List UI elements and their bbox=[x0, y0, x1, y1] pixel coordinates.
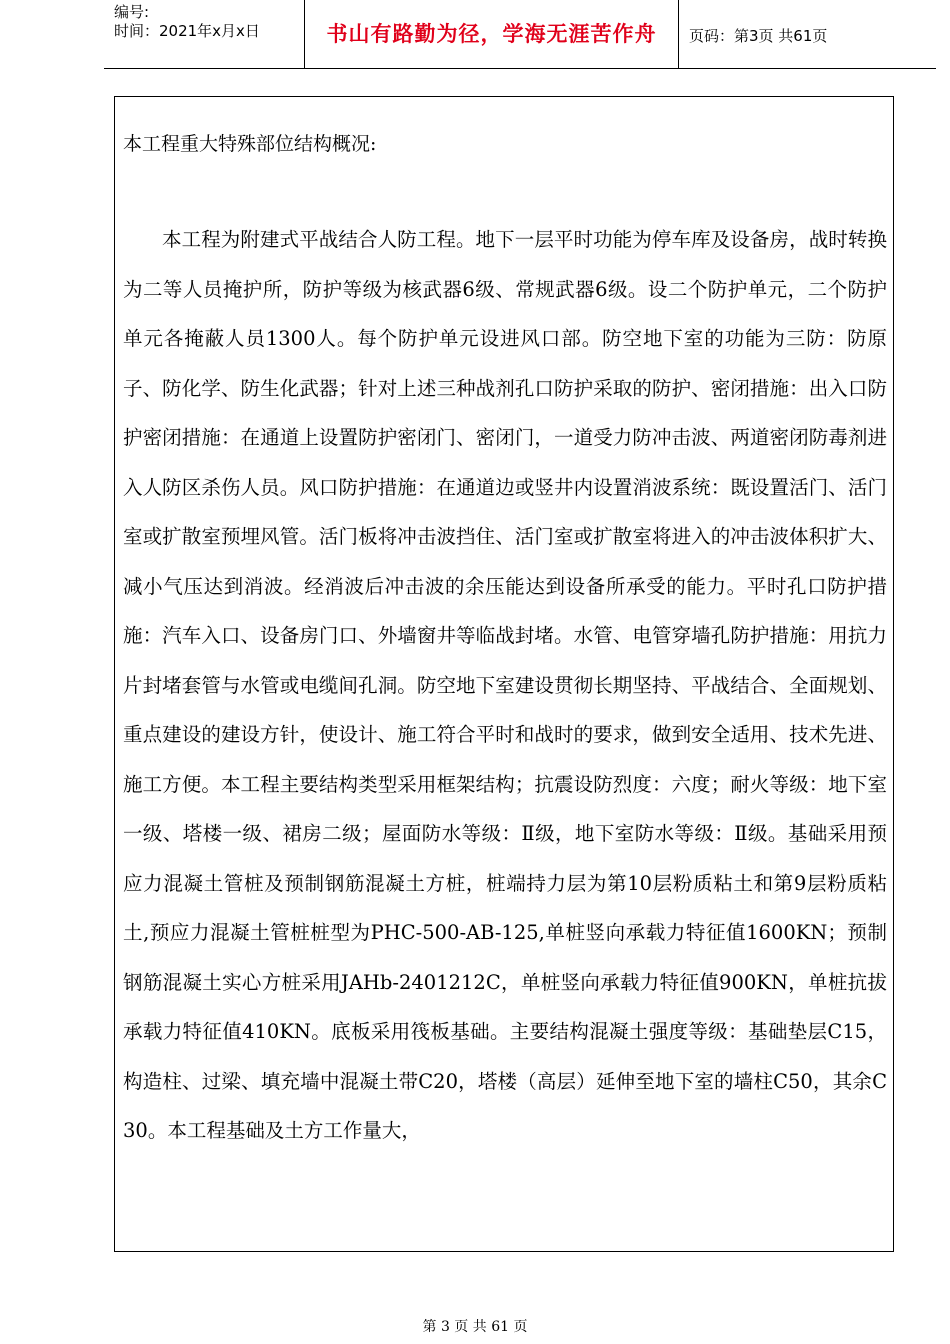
document-number-label: 编号: bbox=[114, 3, 150, 21]
header-page-info: 页码：第3页 共61页 bbox=[689, 27, 828, 45]
document-time-label: 时间：2021年x月x日 bbox=[114, 22, 260, 40]
header-motto-cell bbox=[305, 0, 679, 68]
header-motto: 书山有路勤为径，学海无涯苦作舟 bbox=[326, 22, 657, 46]
page-footer bbox=[0, 1316, 950, 1336]
content-box bbox=[114, 96, 894, 1252]
page-header bbox=[104, 0, 936, 69]
header-meta-cell bbox=[104, 0, 305, 68]
footer-page-number: 第 3 页 共 61 页 bbox=[422, 1319, 528, 1335]
body-paragraph: 本工程为附建式平战结合人防工程。地下一层平时功能为停车库及设备房，战时转换为二等人员掩护所，防护等级为核武器6级、常规武器6级。设二个防护单元，二个防护单元各掩蔽人员1300人。每个防护单元设进风口部。防空地下室的功能为三防：防原子、防化学、防生化武器；针对上述三种战剂孔口防护采取的防护、密闭措施：出入口防护密闭措施：在通道上设置防护密闭门、密闭门，一道受力防冲击波、两道密闭防毒剂进入人防区杀伤人员。风口防护措施：在通道边或竖井内设置消波系统：既设置活门、活门室或扩散室预埋风管。活门板将冲击波挡住、活门室或扩散室将进入的冲击波体积扩大、减小气压达到消波。经消波后冲击波的余压能达到设备所承受的能力。平时孔口防护措施：汽车入口、设备房门口、外墙窗井等临战封堵。水管、电管穿墙孔防护措施：用抗力片封堵套管与水管或电缆间孔洞。防空地下室建设贯彻长期坚持、平战结合、全面规划、重点建设的建设方针，使设计、施工符合平时和战时的要求，做到安全适用、技术先进、施工方便。本工程主要结构类型采用框架结构；抗震设防烈度：六度；耐火等级：地下室一级、塔楼一级、裙房二级；屋面防水等级：Ⅱ级，地下室防水等级：Ⅱ级。基础采用预应力混凝土管桩及预制钢筋混凝土方桩，桩端持力层为第10层粉质粘土和第9层粉质粘土,预应力混凝土管桩桩型为PHC-500-AB-125,单桩竖向承载力特征值1600KN；预制钢筋混凝土实心方桩采用JAHb-2401212C，单桩竖向承载力特征值900KN，单桩抗拔承载力特征值410KN。底板采用筏板基础。主要结构混凝土强度等级：基础垫层C15，构造柱、过梁、填充墙中混凝土带C20，塔楼（高层）延伸至地下室的墙柱C50，其余C30。本工程基础及土方工作量大， bbox=[123, 228, 887, 1142]
section-title: 本工程重大特殊部位结构概况: bbox=[123, 133, 377, 155]
header-page-cell bbox=[679, 0, 936, 68]
